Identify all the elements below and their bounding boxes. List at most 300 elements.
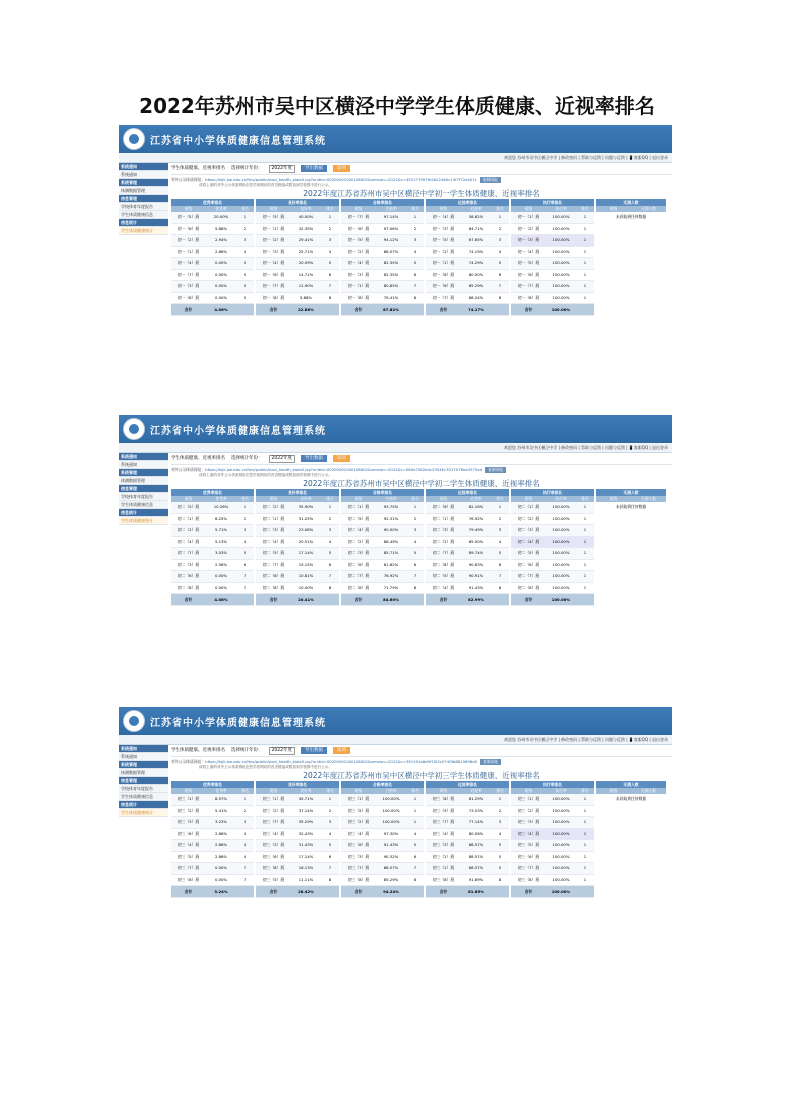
col-count: 无测人数 (640, 206, 657, 211)
rate-cell: 100.00% (552, 561, 570, 567)
app-title: 江苏省中小学体质健康信息管理系统 (150, 426, 326, 437)
report-title: 2022年度江苏省苏州市吴中区横泾中学初二学生体质健康、近视率排名 (303, 479, 540, 488)
rate-cell: 100.00% (552, 515, 570, 521)
rate-cell: 20.00% (213, 214, 229, 219)
table-title: 近视率排名 (426, 489, 509, 496)
sidebar-item[interactable]: 系统通知 (119, 163, 168, 171)
table-row (256, 875, 339, 887)
class-cell: 初一（8）班 (347, 294, 370, 300)
year-select[interactable]: 2022年度 (269, 455, 295, 463)
class-cell: 初三（7）班 (347, 865, 370, 870)
rate-cell: 100.00% (552, 865, 570, 870)
class-cell: 初二（3）班 (432, 527, 455, 532)
rate-cell: 3.03% (214, 550, 228, 555)
rate-cell: 100.00% (552, 819, 570, 824)
sidebar-item[interactable]: 系统通知 (119, 745, 168, 753)
rank-cell: 1 (498, 796, 502, 801)
rate-cell: 90.91% (468, 573, 484, 578)
rate-cell: 74.19% (468, 248, 484, 254)
rate-cell: 17.14% (298, 550, 314, 555)
table-row (256, 281, 339, 293)
class-cell: 初三（5）班 (262, 876, 285, 882)
rank-cell: 4 (498, 538, 502, 544)
class-cell: 初一（8）班 (262, 294, 285, 300)
sidebar-item[interactable]: 学校体育年度报告 (119, 493, 168, 501)
col-rank: 排名 (496, 496, 504, 501)
col-class: 班级 (609, 206, 618, 211)
table-row (341, 293, 424, 305)
table-row (256, 548, 339, 560)
sidebar-item[interactable]: 信息管理 (119, 777, 168, 785)
rank-cell: 1 (583, 584, 587, 590)
table-row (511, 293, 594, 305)
year-select[interactable]: 2022年度 (269, 165, 295, 173)
total-row (341, 594, 424, 606)
toolbar (171, 453, 672, 465)
rate-cell: 81.82% (383, 561, 399, 567)
rate-cell: 2.86% (214, 853, 228, 859)
table-row (171, 852, 254, 864)
table-row (511, 840, 594, 852)
sidebar-item[interactable]: 信息管理 (119, 485, 168, 493)
report-title: 2022年度江苏省苏州市吴中区横泾中学初三学生体质健康、近视率排名 (303, 771, 540, 780)
class-cell: 初二（1）班 (517, 504, 540, 509)
col-class: 班级 (439, 206, 448, 211)
table-row (171, 235, 254, 247)
rank-cell: 1 (583, 807, 587, 813)
col-rank: 排名 (496, 788, 504, 793)
table-row (511, 525, 594, 537)
sidebar-item[interactable]: 信息统计 (119, 509, 168, 517)
class-cell: 初一（4）班 (432, 214, 455, 219)
sidebar-item[interactable]: 信息统计 (119, 219, 168, 227)
rank-cell: 2 (328, 807, 332, 813)
rank-cell: 1 (583, 283, 587, 288)
rank-cell: 1 (583, 225, 587, 231)
rank-cell: 8 (413, 584, 417, 590)
sidebar-item[interactable]: 系统通知 (119, 461, 168, 469)
table-title: 优秀率排名 (171, 781, 254, 788)
total-value: 87.82% (383, 307, 399, 312)
rate-cell: 82.35% (383, 271, 399, 277)
rank-cell: 7 (243, 584, 247, 590)
rank-cell: 7 (328, 283, 332, 288)
col-rank: 排名 (411, 788, 419, 793)
rate-cell: 100.00% (552, 527, 570, 532)
col-rank: 排名 (241, 788, 249, 793)
rank-cell: 7 (498, 573, 502, 578)
rate-cell: 3.23% (214, 819, 228, 824)
rank-cell: 5 (413, 260, 417, 265)
rank-cell: 5 (498, 550, 502, 555)
class-cell: 初三（8）班 (432, 876, 455, 882)
copy-url-button[interactable]: 复制网址 (480, 759, 501, 765)
rank-cell: 5 (243, 271, 247, 277)
rank-cell: 1 (583, 214, 587, 219)
back-button[interactable]: 返回 (333, 165, 350, 172)
class-cell: 初二（4）班 (177, 538, 200, 544)
sidebar-item[interactable]: 信息管理 (119, 195, 168, 203)
sidebar-item[interactable]: 系统管理 (119, 469, 168, 477)
class-cell: 初一（6）班 (517, 271, 540, 277)
sidebar-item[interactable]: 体测数据管理 (119, 477, 168, 485)
class-cell: 初二（5）班 (262, 550, 285, 555)
table-row (511, 560, 594, 572)
public-url[interactable]: https://tzjk.jse.edu.cn/fms/public/stud_health_stats5.jsp?unitid=00200001000106002&version=2022&c=391191a8d9f70f2c0740fb8819606d0 (205, 759, 478, 764)
table-row (341, 806, 424, 818)
class-cell: 初二（2）班 (517, 515, 540, 521)
table-row (426, 817, 509, 829)
rate-cell: 100.00% (552, 225, 570, 231)
rank-cell: 1 (583, 260, 587, 265)
rank-cell: 1 (583, 237, 587, 242)
rate-cell: 79.41% (383, 294, 399, 300)
class-cell: 初二（7）班 (177, 550, 200, 555)
rank-cell: 8 (328, 294, 332, 300)
rank-cell: 1 (583, 515, 587, 521)
rank-cell: 5 (498, 842, 502, 847)
sidebar-item[interactable]: 学生体质健康统计 (119, 809, 168, 817)
copy-url-button[interactable]: 复制网址 (485, 467, 506, 473)
class-cell: 初三（1）班 (432, 865, 455, 870)
year-label: 选择统计年份： (231, 456, 263, 461)
rate-cell: 91.43% (383, 842, 399, 847)
rank-cell: 1 (583, 248, 587, 254)
rate-cell: 100.00% (552, 584, 570, 590)
rate-cell: 100.00% (552, 504, 570, 509)
class-cell: 初二（1）班 (262, 515, 285, 521)
rate-cell: 82.35% (383, 260, 399, 265)
class-cell: 初一（2）班 (432, 248, 455, 254)
table-row (426, 270, 509, 282)
total-value: 28.42% (298, 889, 314, 894)
total-row (511, 304, 594, 316)
rate-cell: 79.49% (468, 527, 484, 532)
rate-cell: 5.88% (299, 294, 313, 300)
table-title: 执行率排名 (511, 489, 594, 496)
sidebar-item[interactable]: 学生体质健康统计 (119, 517, 168, 525)
class-cell: 初二（2）班 (262, 504, 285, 509)
table-row (341, 583, 424, 595)
total-row (256, 594, 339, 606)
rank-cell: 1 (583, 876, 587, 882)
rank-cell: 8 (498, 876, 502, 882)
class-cell: 初二（2）班 (432, 538, 455, 544)
table-row (511, 514, 594, 526)
ranking-tables (171, 781, 672, 898)
class-cell: 初一（4）班 (177, 260, 200, 265)
rank-cell: 8 (328, 584, 332, 590)
back-button[interactable]: 返回 (333, 747, 350, 754)
rate-cell: 31.43% (298, 842, 314, 847)
table-row (171, 537, 254, 549)
sidebar-item[interactable]: 学生体质健康信息 (119, 793, 168, 801)
rank-cell: 5 (328, 842, 332, 847)
rank-cell: 6 (328, 271, 332, 277)
rank-cell: 5 (498, 260, 502, 265)
class-cell: 初一（7）班 (432, 294, 455, 300)
sidebar-item[interactable]: 体测数据管理 (119, 769, 168, 777)
table-row (511, 875, 594, 887)
table-row (341, 571, 424, 583)
rate-cell: 97.30% (383, 830, 399, 836)
table-row (171, 258, 254, 270)
rank-cell: 3 (243, 527, 247, 532)
table-row (171, 247, 254, 259)
total-value: 81.65% (468, 889, 484, 894)
col-rank: 排名 (326, 496, 334, 501)
sidebar-item[interactable]: 信息统计 (119, 801, 168, 809)
rank-cell: 3 (413, 237, 417, 242)
col-rate: 近视率 (470, 496, 482, 501)
rank-cell: 5 (498, 853, 502, 859)
col-rate: 优秀率 (215, 496, 227, 501)
rank-cell: 2 (243, 807, 247, 813)
pass-table (341, 199, 424, 316)
class-cell: 初一（6）班 (177, 225, 200, 231)
total-label: 合计 (184, 597, 193, 602)
sidebar-item[interactable]: 学校体育年度报告 (119, 203, 168, 211)
col-rank: 排名 (241, 206, 249, 211)
table-row (426, 840, 509, 852)
total-label: 合计 (354, 597, 363, 602)
back-button[interactable]: 返回 (333, 455, 350, 462)
rank-cell: 6 (498, 561, 502, 567)
rank-cell: 3 (498, 527, 502, 532)
sidebar-item[interactable]: 学生体质健康信息 (119, 501, 168, 509)
export-button[interactable]: 导出数据 (301, 455, 327, 462)
app-banner (119, 707, 672, 735)
table-title: 良好率排名 (256, 489, 339, 496)
class-cell: 初一（5）班 (177, 214, 200, 219)
public-url[interactable]: https://tzjk.jse.edu.cn/fms/public/stud_health_stats5.jsp?unitid=00200001000106002&version=2022&c=452177997fe2b22460c14f7f72e407c (205, 177, 477, 182)
rate-cell: 100.00% (552, 260, 570, 265)
table-row (341, 829, 424, 841)
col-rate: 良好率 (300, 206, 312, 211)
rate-cell: 100.00% (552, 248, 570, 254)
total-label: 合计 (184, 307, 193, 312)
rate-cell: 86.49% (383, 538, 399, 544)
table-row (171, 817, 254, 829)
rate-cell: 100.00% (552, 573, 570, 578)
rank-cell: 1 (498, 504, 502, 509)
class-cell: 初二（4）班 (517, 538, 540, 544)
rank-cell: 1 (583, 842, 587, 847)
rate-cell: 88.57% (383, 248, 399, 254)
year-select[interactable]: 2022年度 (269, 747, 295, 755)
total-row (426, 886, 509, 898)
logo-icon (123, 128, 145, 150)
rank-cell: 3 (243, 819, 247, 824)
class-cell: 初一（2）班 (347, 248, 370, 254)
rate-cell: 2.56% (214, 561, 228, 567)
rank-cell: 2 (328, 515, 332, 521)
logo-icon (123, 710, 145, 732)
rank-cell: 1 (583, 504, 587, 509)
rank-cell: 4 (413, 830, 417, 836)
total-row (341, 304, 424, 316)
col-class: 班级 (184, 206, 193, 211)
col-rank: 排名 (326, 206, 334, 211)
table-title: 近视率排名 (426, 199, 509, 206)
rate-cell: 14.71% (298, 271, 314, 277)
rank-cell: 4 (498, 830, 502, 836)
rate-cell: 5.88% (214, 225, 228, 231)
class-cell: 初三（4）班 (262, 830, 285, 836)
table-row (426, 258, 509, 270)
copy-url-button[interactable]: 复制网址 (480, 177, 501, 183)
class-cell: 初三（3）班 (177, 819, 200, 824)
class-cell: 初三（5）班 (347, 807, 370, 813)
table-row (171, 794, 254, 806)
top-user-bar[interactable]: 欢迎您 苏州市吴中区横泾中学 | 修改密码 | 帮助与反馈 | 问题与反馈 | 📱客服QQ | 退出登录 (119, 735, 672, 745)
rank-cell: 1 (413, 819, 417, 824)
table-title: 执行率排名 (511, 781, 594, 788)
rank-cell: 3 (328, 819, 332, 824)
no-data-text: 未获取到任何数据 (615, 214, 647, 219)
rank-cell: 2 (243, 225, 247, 231)
total-value: 100.00% (551, 889, 571, 894)
page-label: 学生体质健康、近视率排名 (171, 456, 225, 461)
rank-cell: 1 (413, 796, 417, 801)
rank-cell: 1 (413, 807, 417, 813)
rank-cell: 1 (583, 796, 587, 801)
rate-cell: 23.08% (298, 527, 314, 532)
rate-cell: 64.71% (468, 225, 484, 231)
rank-cell: 3 (243, 237, 247, 242)
total-value: 22.88% (298, 307, 314, 312)
class-cell: 初二（1）班 (347, 504, 370, 509)
pass-table (341, 489, 424, 606)
total-value: 74.17% (468, 307, 484, 312)
col-rank: 排名 (326, 788, 334, 793)
untested-table (596, 781, 666, 898)
sidebar-item[interactable]: 体测数据管理 (119, 187, 168, 195)
class-cell: 初三（4）班 (177, 842, 200, 847)
col-class: 班级 (524, 496, 533, 501)
class-cell: 初一（7）班 (262, 283, 285, 288)
rank-cell: 1 (583, 865, 587, 870)
rank-cell: 3 (413, 527, 417, 532)
sidebar-item[interactable]: 系统通知 (119, 171, 168, 179)
table-row (171, 806, 254, 818)
no-data-text: 未获取到任何数据 (615, 796, 647, 801)
rate-cell: 35.90% (298, 504, 314, 509)
table-row (511, 794, 594, 806)
class-cell: 初一（2）班 (262, 237, 285, 242)
rank-cell: 2 (498, 807, 502, 813)
rank-cell: 7 (413, 865, 417, 870)
col-count: 无测人数 (640, 788, 657, 793)
table-row (511, 212, 594, 224)
table-row (511, 817, 594, 829)
table-row (426, 794, 509, 806)
logo-icon (123, 418, 145, 440)
col-rank: 排名 (411, 206, 419, 211)
sidebar-item[interactable]: 系统通知 (119, 753, 168, 761)
export-button[interactable]: 导出数据 (301, 165, 327, 172)
exec-table (511, 781, 594, 898)
rank-cell: 1 (583, 550, 587, 555)
sidebar-item[interactable]: 学校体育年度报告 (119, 785, 168, 793)
rate-cell: 20.51% (298, 538, 314, 544)
table-row (426, 829, 509, 841)
myopia-table (426, 781, 509, 898)
table-row (341, 875, 424, 887)
rank-cell: 1 (413, 504, 417, 509)
table-row (256, 863, 339, 875)
table-row (341, 863, 424, 875)
class-cell: 初二（2）班 (347, 538, 370, 544)
class-cell: 初二（6）班 (517, 561, 540, 567)
class-cell: 初一（1）班 (262, 225, 285, 231)
rank-cell: 6 (498, 271, 502, 277)
sidebar-item[interactable]: 学生体质健康统计 (119, 227, 168, 235)
top-user-bar[interactable]: 欢迎您 苏州市吴中区横泾中学 | 修改密码 | 帮助与反馈 | 问题与反馈 | 📱客服QQ | 退出登录 (119, 153, 672, 163)
total-value: 82.99% (468, 597, 484, 602)
exec-table (511, 199, 594, 316)
export-button[interactable]: 导出数据 (301, 747, 327, 754)
table-row (426, 224, 509, 236)
sidebar-item[interactable]: 系统管理 (119, 179, 168, 187)
total-label: 合计 (269, 889, 278, 894)
rank-cell: 4 (413, 248, 417, 254)
table-row (426, 502, 509, 514)
table-row (426, 560, 509, 572)
rate-cell: 100.00% (552, 550, 570, 555)
year-label: 选择统计年份： (231, 748, 263, 753)
rate-cell: 100.00% (382, 819, 400, 824)
class-cell: 初一（4）班 (347, 260, 370, 265)
class-cell: 初二（5）班 (347, 515, 370, 521)
rank-cell: 5 (328, 550, 332, 555)
col-rate: 合格率 (385, 206, 397, 211)
class-cell: 初三（3）班 (517, 819, 540, 824)
class-cell: 初二（3）班 (262, 527, 285, 532)
public-url[interactable]: https://tzjk.jse.edu.cn/fms/public/stud_health_stats5.jsp?unitid=00200001000106002&version=2022&c=080e7082e4c2354Ec3517078ee2575ed (205, 467, 483, 472)
rate-cell: 88.57% (468, 853, 484, 859)
sidebar-item[interactable]: 系统管理 (119, 761, 168, 769)
table-row (511, 829, 594, 841)
rate-cell: 89.74% (468, 550, 484, 555)
rate-cell: 90.63% (468, 561, 484, 567)
col-count: 无测人数 (640, 496, 657, 501)
myopia-table (426, 199, 509, 316)
table-row (426, 235, 509, 247)
app-title: 江苏省中小学体质健康信息管理系统 (150, 136, 326, 147)
sidebar-item[interactable]: 学生体质健康信息 (119, 211, 168, 219)
rate-cell: 2.86% (214, 842, 228, 847)
sidebar (119, 453, 168, 525)
class-cell: 初一（5）班 (432, 237, 455, 242)
rank-cell: 2 (243, 515, 247, 521)
table-row (511, 863, 594, 875)
top-user-bar[interactable]: 欢迎您 苏州市吴中区横泾中学 | 修改密码 | 帮助与反馈 | 问题与反馈 | 📱客服QQ | 退出登录 (119, 443, 672, 453)
rank-cell: 7 (243, 573, 247, 578)
table-row (341, 840, 424, 852)
class-cell: 初一（2）班 (517, 225, 540, 231)
class-cell: 初二（7）班 (432, 550, 455, 555)
table-row (341, 852, 424, 864)
sidebar-item[interactable]: 系统通知 (119, 453, 168, 461)
rate-cell: 76.92% (468, 515, 484, 521)
rate-cell: 0.00% (214, 260, 228, 265)
class-cell: 初一（6）班 (262, 271, 285, 277)
table-row (426, 247, 509, 259)
col-rate: 优秀率 (215, 206, 227, 211)
rate-cell: 62.16% (468, 504, 484, 509)
col-class: 班级 (269, 496, 278, 501)
